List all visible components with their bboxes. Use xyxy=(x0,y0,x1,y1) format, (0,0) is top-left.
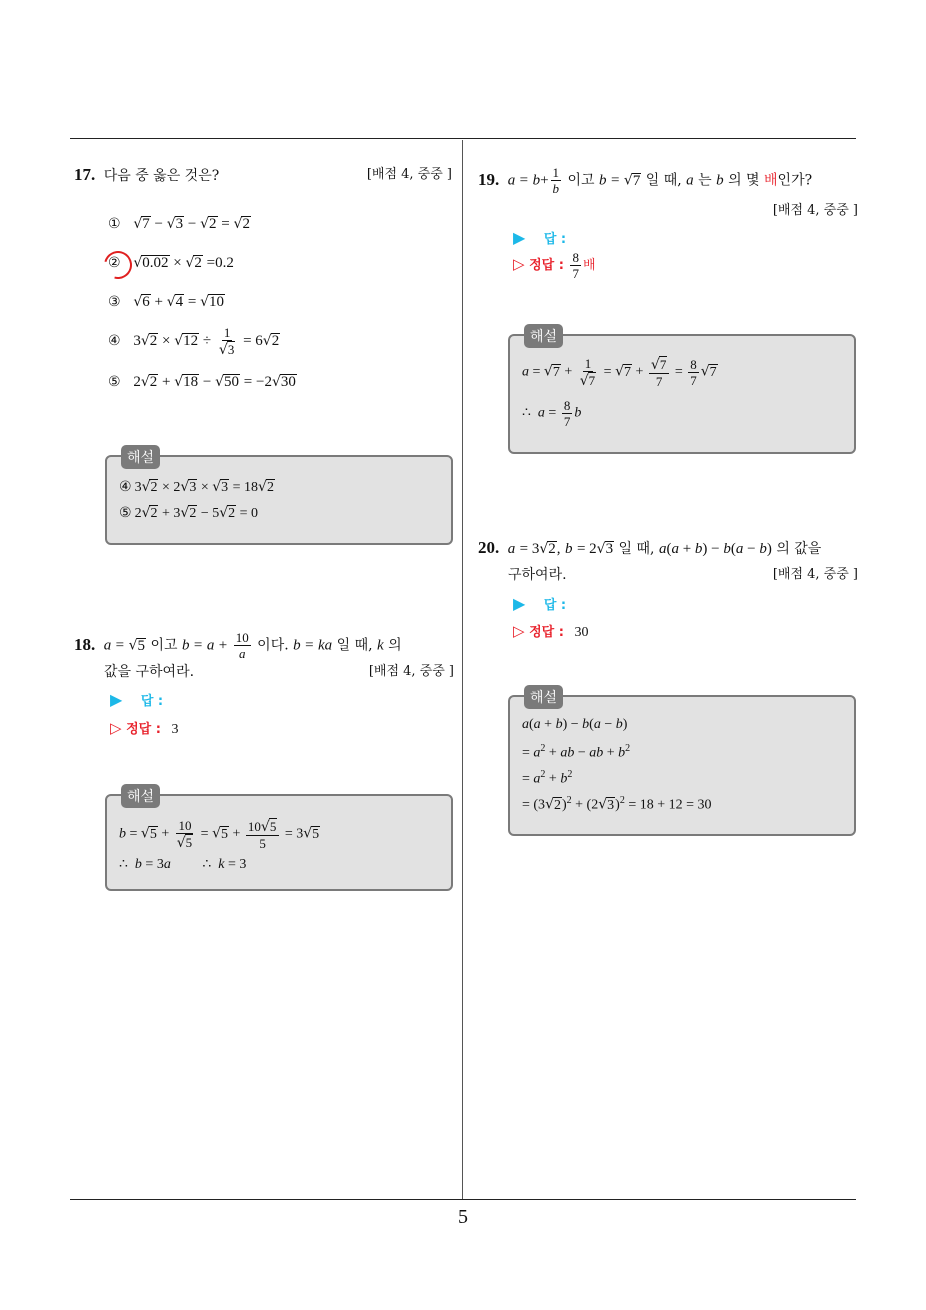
question-text: 일 때, xyxy=(618,541,655,557)
question-text: 다음 중 옳은 것은? xyxy=(103,168,220,184)
choice-number: ③ xyxy=(108,294,121,310)
choice-math: √6 + √4 = √10 xyxy=(133,294,225,310)
answer-row[interactable] xyxy=(513,228,566,247)
solution-line: ∴ a = $\frac{8}{7}$ b xyxy=(522,398,582,429)
question-text: 일 때, xyxy=(336,637,373,654)
answer-row[interactable] xyxy=(110,690,163,709)
question-text: 일 때, xyxy=(645,172,682,189)
correct-label: 정답 : xyxy=(529,625,564,640)
question-text: 구하여라. xyxy=(508,567,567,583)
solution-box-18 xyxy=(105,789,453,891)
choice-math: 2√2 + √18 − √50 = −2√30 xyxy=(133,374,296,390)
solution-box-17 xyxy=(105,450,453,545)
question-number: 18. xyxy=(74,634,96,654)
question-text: 이고 xyxy=(567,172,595,189)
solution-line: ④ 3√2 × 2√3 × √3 = 18√2 xyxy=(119,479,274,495)
question-text: 값을 구하여라. xyxy=(104,664,195,680)
choice-number: ① xyxy=(108,216,121,232)
choice-5[interactable] xyxy=(108,372,297,391)
solution-line: ∴ b = 3a ∴ k = 3 xyxy=(119,857,247,872)
correct-answer-row xyxy=(513,250,596,281)
question-text: 이다. xyxy=(257,637,289,654)
correct-value: 3 xyxy=(171,722,179,737)
correct-value: $\frac{8}{7}$ xyxy=(572,250,579,281)
question-18-line2 xyxy=(104,659,454,685)
top-rule xyxy=(70,138,856,139)
question-text: 의 몇 xyxy=(728,172,760,189)
choice-2[interactable] xyxy=(108,253,234,272)
solution-box-19 xyxy=(508,329,856,454)
page-number: 5 xyxy=(458,1206,468,1228)
choice-number: ② xyxy=(108,255,121,271)
question-text: 이고 xyxy=(150,637,178,654)
correct-label: 정답 : xyxy=(126,722,161,737)
choice-3[interactable] xyxy=(108,292,225,311)
question-text: 의 xyxy=(388,637,402,654)
answer-label: 답 : xyxy=(543,232,567,247)
answer-row[interactable] xyxy=(513,594,566,613)
column-divider xyxy=(462,140,463,1200)
score-label: [배점 4, 중중 ] xyxy=(368,664,454,679)
question-17 xyxy=(74,162,452,189)
question-number: 20. xyxy=(478,538,500,557)
question-text: 의 값을 xyxy=(776,541,822,557)
question-20: 20. a = 3√2, b = 2√3 일 때, a(a + b) − b(a − b) 의 값을 xyxy=(478,538,822,557)
play-icon: ▶ xyxy=(513,594,526,613)
solution-line: a(a + b) − b(a − b) xyxy=(522,717,628,732)
solution-tag: 해설 xyxy=(524,685,563,709)
solution-line: = $a^2$ + ab − ab + $b^2$ xyxy=(522,743,631,761)
question-text: 는 xyxy=(698,172,712,189)
correct-value: 30 xyxy=(574,625,589,640)
correct-answer-row xyxy=(110,718,178,738)
solution-line: a = √7 + $\frac{1}{√7}$ = √7 + $\frac{√7}{7}$ = $\frac{8}{7}$ √7 xyxy=(522,356,717,389)
choice-math: √7 − √3 − √2 = √2 xyxy=(133,216,250,232)
question-18: 18. a = √5 이고 b = a + $\frac{10}{a}$ 이다. b = ka 일 때, k 의 xyxy=(74,630,402,661)
answer-label: 답 : xyxy=(543,598,567,613)
question-text-highlight: 배 xyxy=(764,172,778,189)
choice-number: ⑤ xyxy=(108,374,121,390)
choice-number: ④ xyxy=(108,332,121,349)
score-label: [배점 4, 중중 ] xyxy=(366,167,452,182)
triangle-outline-icon: ▷ xyxy=(513,622,525,640)
solution-line: = $(3√2)^2 + (2√3)^2 = 18 + 12 = 30$ xyxy=(522,795,712,813)
solution-line: = $a^2 + b^2$ xyxy=(522,769,573,787)
play-icon: ▶ xyxy=(513,228,526,247)
choice-math: 3√2 × √12 ÷ $\frac{1}{√3}$ = 6√2 xyxy=(133,325,280,358)
score-label: [배점 4, 중중 ] xyxy=(772,203,858,218)
bottom-rule xyxy=(70,1199,856,1200)
score-label: [배점 4, 중중 ] xyxy=(772,567,858,582)
solution-tag: 해설 xyxy=(524,324,563,348)
solution-line: ⑤ 2√2 + 3√2 − 5√2 = 0 xyxy=(119,505,259,521)
answer-label: 답 : xyxy=(140,694,164,709)
solution-line: b = √5 + $\frac{10}{√5}$ = √5 + $\frac{10√5}{5}$ = 3√5 xyxy=(119,818,320,851)
triangle-outline-icon: ▷ xyxy=(513,255,525,273)
question-text: 인가? xyxy=(777,172,813,189)
choice-1[interactable] xyxy=(108,214,251,233)
choice-math: √0.02 × √2 =0.2 xyxy=(133,255,234,271)
question-20-line2 xyxy=(508,562,858,588)
solution-box-20 xyxy=(508,690,856,836)
correct-unit: 배 xyxy=(582,258,596,273)
choice-4[interactable] xyxy=(108,325,280,358)
question-19: 19. a = b+ $\frac{1}{b}$ 이고 b = √7 일 때, a 는 b 의 몇 배인가? xyxy=(478,165,813,196)
question-number: 17. xyxy=(74,165,96,184)
question-number: 19. xyxy=(478,169,500,189)
solution-tag: 해설 xyxy=(121,445,160,469)
correct-label: 정답 : xyxy=(529,258,564,273)
correct-answer-row xyxy=(513,621,588,641)
solution-tag: 해설 xyxy=(121,784,160,808)
triangle-outline-icon: ▷ xyxy=(110,719,122,737)
play-icon: ▶ xyxy=(110,690,123,709)
